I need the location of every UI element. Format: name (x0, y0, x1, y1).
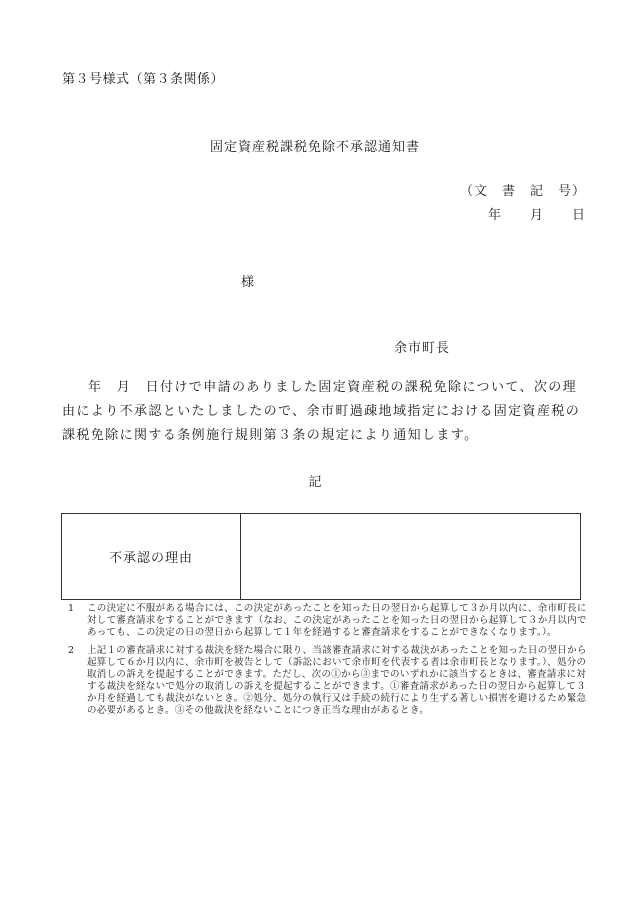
ki-heading: 記 (308, 475, 322, 490)
notice-body: 年 月 日付けで申請のありました固定資産税の課税免除について、次の理由により不承認といたしましたので、余市町過疎地域指定における固定資産税の課税免除に関する条例施行規則第３条の規定により通知します。 (62, 380, 581, 443)
date-line: 年 月 日 (487, 208, 586, 223)
note-item (68, 645, 588, 717)
document-title: 固定資産税課税免除不承認通知書 (209, 140, 420, 155)
note-text: 上記１の審査請求に対する裁決を経た場合に限り、当該審査請求に対する裁決があったことを知った日の翌日から起算して６か月以内に、余市町を被告として（訴訟において余市町を代表する者は余市町長となります。）、処分の取消しの訴えを提起することができます。ただし、次の①から③までのいずれかに該当するときは、審査請求に対する裁決を経ないで処分の取消しの訴えを提起することができます。①審査請求があった日の翌日から起算して３か月を経過しても裁決がないとき。②処分、処分の執行又は手続の続行により生ずる著しい損害を避けるため緊急の必要があるとき。③その他裁決を経ないことにつき正当な理由があるとき。 (87, 645, 587, 716)
note-number: 2 (68, 645, 75, 656)
addressee: 様 (241, 275, 255, 290)
sender: 余市町長 (394, 341, 451, 356)
reason-table (61, 513, 581, 600)
document-number: （文 書 記 号） (459, 184, 586, 199)
note-text: この決定に不服がある場合には、この決定があったことを知った日の翌日から起算して３か月以内に、余市町長に対して審査請求をすることができます（なお、この決定があったことを知った日の翌日から起算して３か月以内であっても、この決定の日の翌日から起算して１年を経過すると審査請求をすることができなくなります。）。 (87, 603, 587, 638)
note-number: 1 (68, 603, 75, 614)
form-number: 第３号様式（第３条関係） (62, 72, 225, 87)
note-item (68, 603, 588, 639)
reason-value (241, 514, 580, 599)
notes-list (68, 603, 588, 723)
reason-label: 不承認の理由 (62, 514, 241, 599)
